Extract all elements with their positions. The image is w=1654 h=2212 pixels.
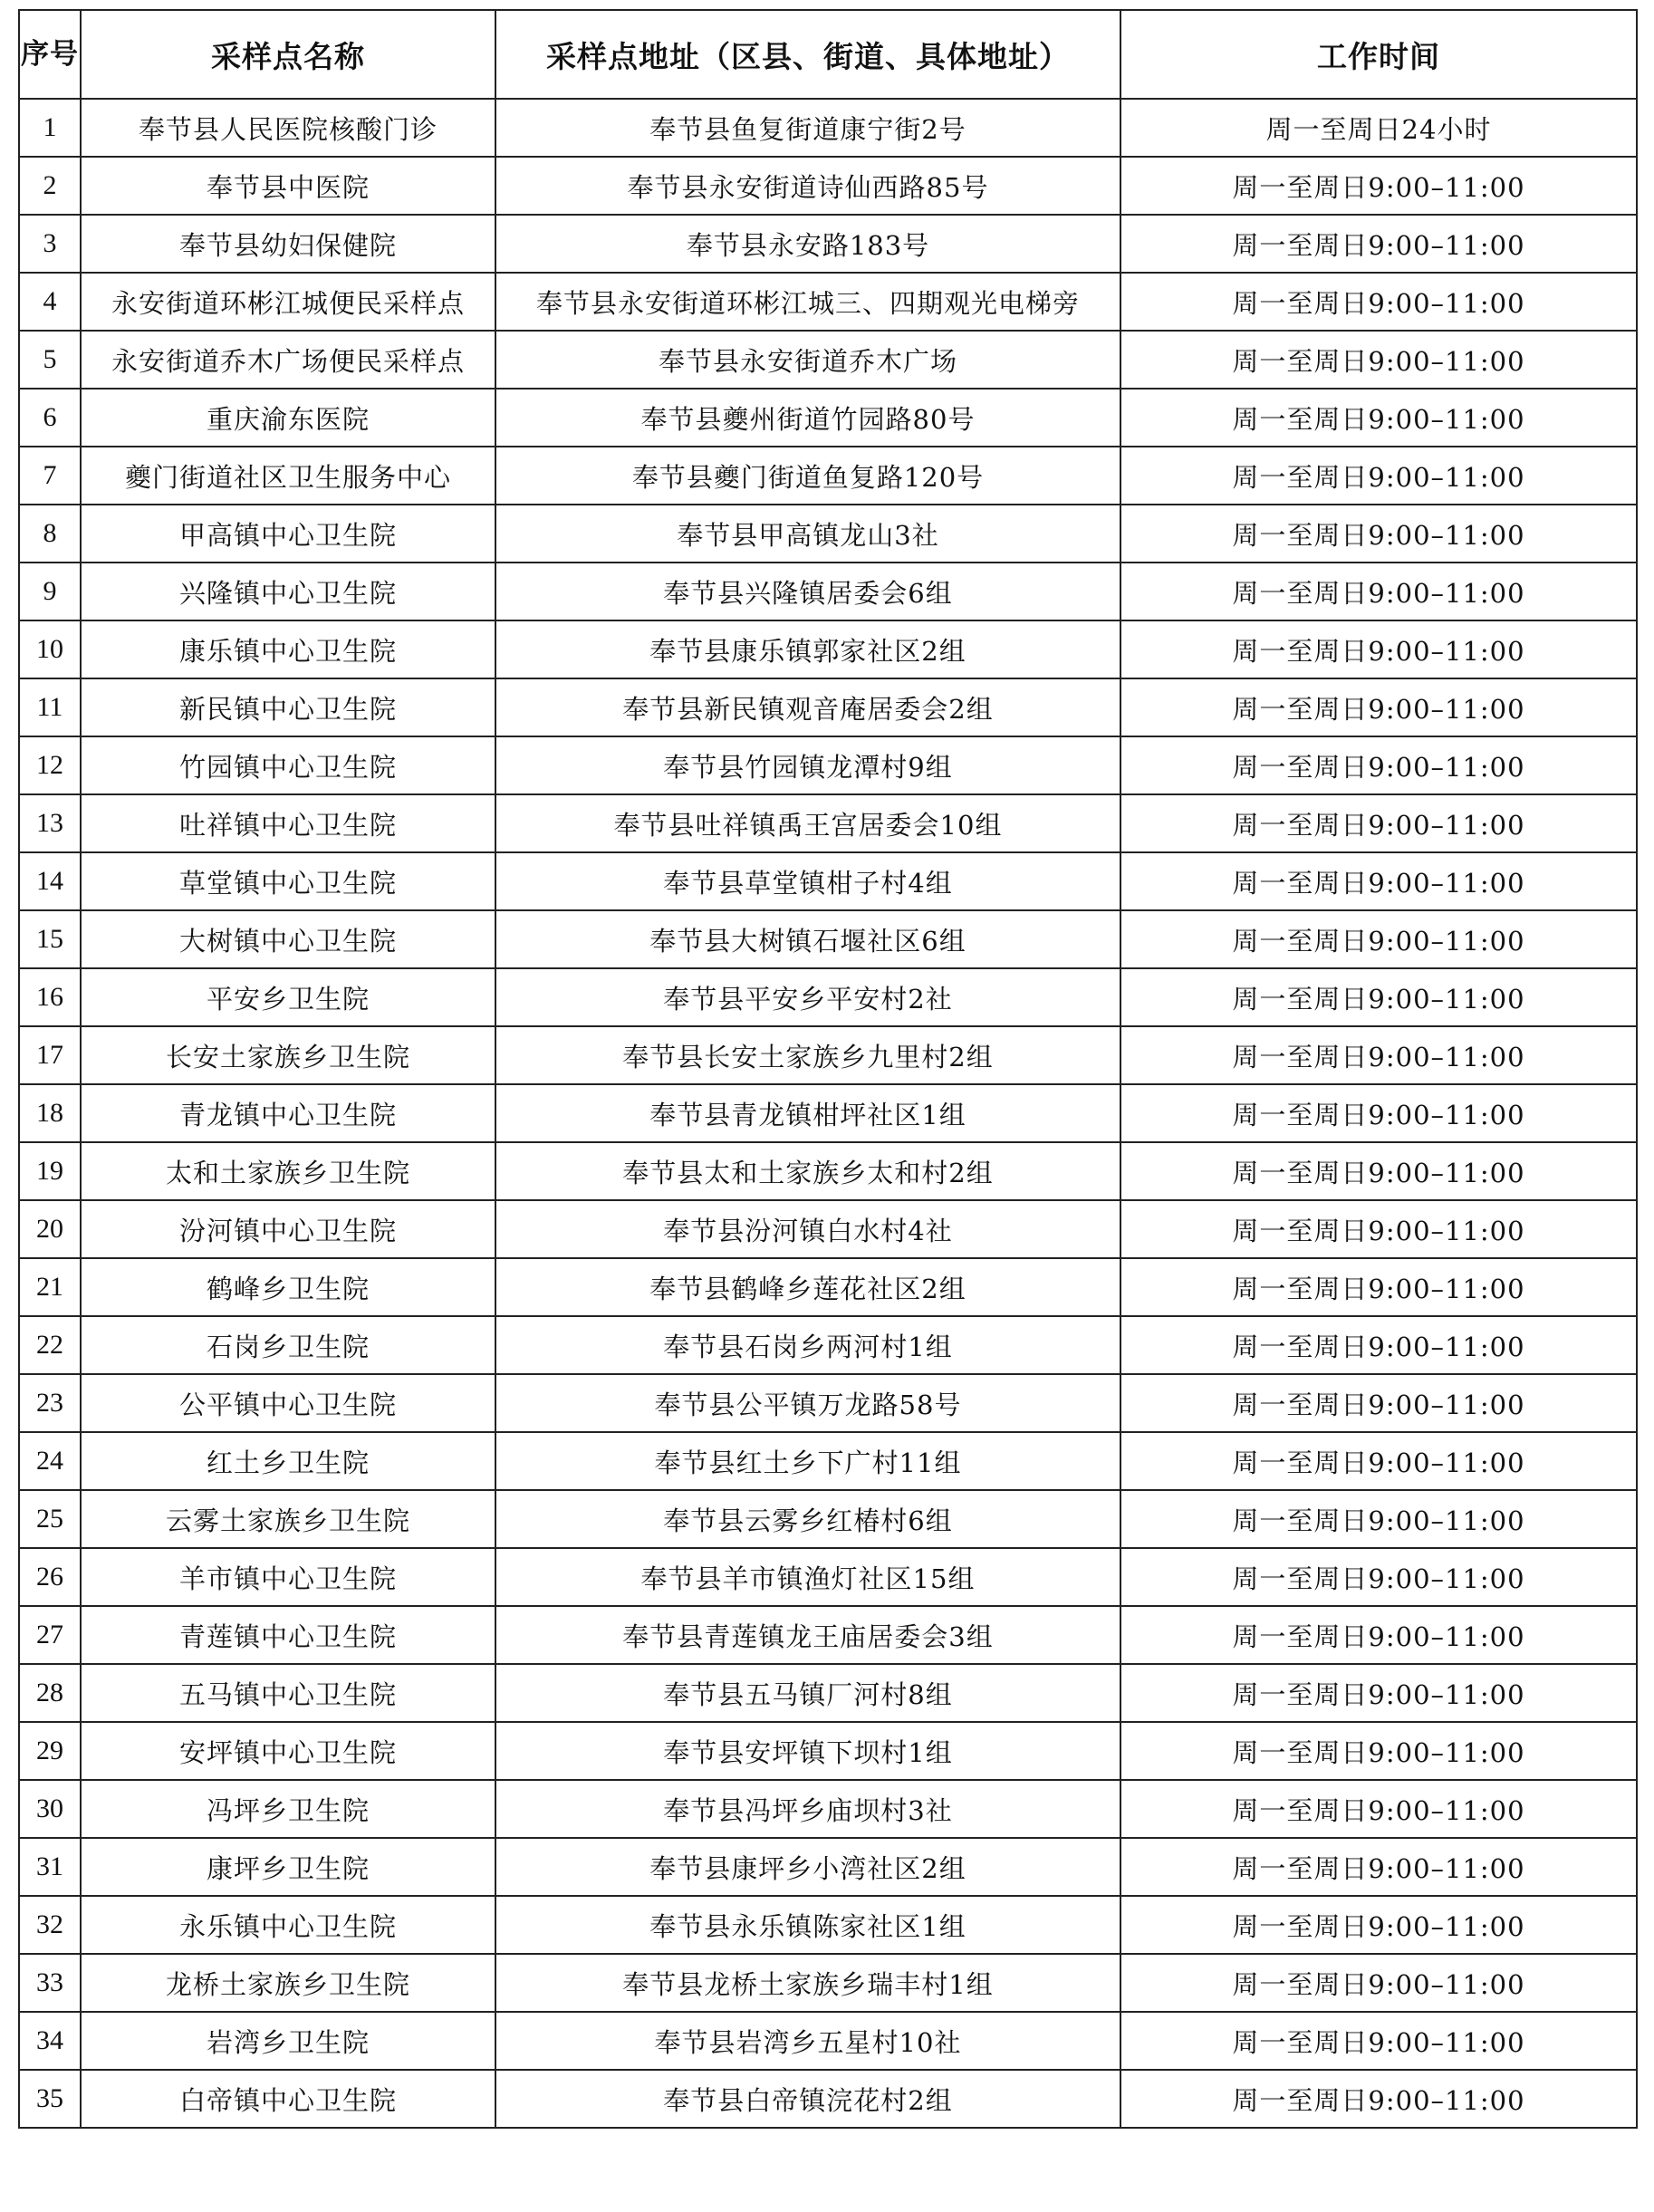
- cell-index: 21: [19, 1258, 81, 1316]
- cell-site-name: 永安街道环彬江城便民采样点: [81, 273, 495, 331]
- cell-site-name: 安坪镇中心卫生院: [81, 1722, 495, 1780]
- table-row: [19, 273, 1637, 331]
- table-row: [19, 620, 1637, 678]
- table-row: [19, 1490, 1637, 1548]
- cell-site-address: 奉节县大树镇石堰社区6组: [495, 910, 1120, 968]
- cell-working-hours: 周一至周日24小时: [1120, 99, 1637, 157]
- cell-site-address: 奉节县羊市镇渔灯社区15组: [495, 1548, 1120, 1606]
- cell-index: 24: [19, 1432, 81, 1490]
- cell-index: 4: [19, 273, 81, 331]
- table-row: [19, 1664, 1637, 1722]
- table-row: [19, 1896, 1637, 1954]
- cell-site-name: 太和土家族乡卫生院: [81, 1142, 495, 1200]
- cell-index: 19: [19, 1142, 81, 1200]
- cell-site-address: 奉节县冯坪乡庙坝村3社: [495, 1780, 1120, 1838]
- cell-site-name: 公平镇中心卫生院: [81, 1374, 495, 1432]
- cell-working-hours: 周一至周日9:00–11:00: [1120, 620, 1637, 678]
- cell-working-hours: 周一至周日9:00–11:00: [1120, 736, 1637, 794]
- cell-site-address: 奉节县鱼复街道康宁街2号: [495, 99, 1120, 157]
- cell-site-address: 奉节县公平镇万龙路58号: [495, 1374, 1120, 1432]
- table-row: [19, 99, 1637, 157]
- table-row: [19, 1374, 1637, 1432]
- cell-site-address: 奉节县夔门街道鱼复路120号: [495, 447, 1120, 505]
- cell-site-address: 奉节县岩湾乡五星村10社: [495, 2012, 1120, 2070]
- table-row: [19, 1838, 1637, 1896]
- cell-index: 22: [19, 1316, 81, 1374]
- cell-working-hours: 周一至周日9:00–11:00: [1120, 910, 1637, 968]
- cell-index: 5: [19, 331, 81, 389]
- cell-site-name: 岩湾乡卫生院: [81, 2012, 495, 2070]
- cell-site-address: 奉节县永安路183号: [495, 215, 1120, 273]
- cell-site-name: 冯坪乡卫生院: [81, 1780, 495, 1838]
- cell-working-hours: 周一至周日9:00–11:00: [1120, 1258, 1637, 1316]
- table-row: [19, 2070, 1637, 2128]
- cell-site-address: 奉节县康乐镇郭家社区2组: [495, 620, 1120, 678]
- cell-site-name: 云雾土家族乡卫生院: [81, 1490, 495, 1548]
- table-row: [19, 1258, 1637, 1316]
- cell-index: 1: [19, 99, 81, 157]
- cell-site-address: 奉节县吐祥镇禹王宫居委会10组: [495, 794, 1120, 852]
- cell-working-hours: 周一至周日9:00–11:00: [1120, 1954, 1637, 2012]
- cell-index: 2: [19, 157, 81, 215]
- table-row: [19, 1606, 1637, 1664]
- cell-site-address: 奉节县石岗乡两河村1组: [495, 1316, 1120, 1374]
- cell-working-hours: 周一至周日9:00–11:00: [1120, 505, 1637, 563]
- cell-index: 14: [19, 852, 81, 910]
- table-row: [19, 794, 1637, 852]
- cell-working-hours: 周一至周日9:00–11:00: [1120, 2070, 1637, 2128]
- cell-site-name: 康乐镇中心卫生院: [81, 620, 495, 678]
- table-row: [19, 1084, 1637, 1142]
- cell-working-hours: 周一至周日9:00–11:00: [1120, 1780, 1637, 1838]
- cell-index: 20: [19, 1200, 81, 1258]
- cell-working-hours: 周一至周日9:00–11:00: [1120, 157, 1637, 215]
- cell-site-address: 奉节县竹园镇龙潭村9组: [495, 736, 1120, 794]
- cell-site-name: 五马镇中心卫生院: [81, 1664, 495, 1722]
- cell-site-name: 永安街道乔木广场便民采样点: [81, 331, 495, 389]
- cell-site-name: 夔门街道社区卫生服务中心: [81, 447, 495, 505]
- cell-index: 35: [19, 2070, 81, 2128]
- cell-working-hours: 周一至周日9:00–11:00: [1120, 273, 1637, 331]
- table-row: [19, 736, 1637, 794]
- cell-working-hours: 周一至周日9:00–11:00: [1120, 1722, 1637, 1780]
- cell-site-address: 奉节县青莲镇龙王庙居委会3组: [495, 1606, 1120, 1664]
- cell-working-hours: 周一至周日9:00–11:00: [1120, 1432, 1637, 1490]
- cell-site-name: 白帝镇中心卫生院: [81, 2070, 495, 2128]
- cell-working-hours: 周一至周日9:00–11:00: [1120, 1606, 1637, 1664]
- cell-working-hours: 周一至周日9:00–11:00: [1120, 1316, 1637, 1374]
- cell-site-address: 奉节县青龙镇柑坪社区1组: [495, 1084, 1120, 1142]
- document-page: [18, 9, 1636, 2129]
- cell-index: 3: [19, 215, 81, 273]
- cell-site-name: 青龙镇中心卫生院: [81, 1084, 495, 1142]
- table-row: [19, 968, 1637, 1026]
- cell-site-address: 奉节县康坪乡小湾社区2组: [495, 1838, 1120, 1896]
- cell-site-name: 鹤峰乡卫生院: [81, 1258, 495, 1316]
- cell-working-hours: 周一至周日9:00–11:00: [1120, 1026, 1637, 1084]
- cell-index: 16: [19, 968, 81, 1026]
- cell-site-name: 重庆渝东医院: [81, 389, 495, 447]
- cell-index: 11: [19, 678, 81, 736]
- cell-site-address: 奉节县永安街道环彬江城三、四期观光电梯旁: [495, 273, 1120, 331]
- cell-site-name: 羊市镇中心卫生院: [81, 1548, 495, 1606]
- table-row: [19, 215, 1637, 273]
- cell-site-name: 红土乡卫生院: [81, 1432, 495, 1490]
- cell-site-name: 石岗乡卫生院: [81, 1316, 495, 1374]
- cell-working-hours: 周一至周日9:00–11:00: [1120, 2012, 1637, 2070]
- cell-working-hours: 周一至周日9:00–11:00: [1120, 389, 1637, 447]
- cell-site-address: 奉节县红土乡下广村11组: [495, 1432, 1120, 1490]
- cell-site-name: 平安乡卫生院: [81, 968, 495, 1026]
- header-site-address: 采样点地址（区县、街道、具体地址）: [495, 10, 1120, 99]
- cell-site-name: 吐祥镇中心卫生院: [81, 794, 495, 852]
- cell-index: 13: [19, 794, 81, 852]
- cell-site-address: 奉节县夔州街道竹园路80号: [495, 389, 1120, 447]
- table-row: [19, 447, 1637, 505]
- header-site-name: 采样点名称: [81, 10, 495, 99]
- cell-working-hours: 周一至周日9:00–11:00: [1120, 447, 1637, 505]
- cell-index: 7: [19, 447, 81, 505]
- cell-working-hours: 周一至周日9:00–11:00: [1120, 1142, 1637, 1200]
- cell-site-address: 奉节县兴隆镇居委会6组: [495, 563, 1120, 620]
- cell-site-address: 奉节县甲高镇龙山3社: [495, 505, 1120, 563]
- cell-site-name: 奉节县人民医院核酸门诊: [81, 99, 495, 157]
- cell-working-hours: 周一至周日9:00–11:00: [1120, 968, 1637, 1026]
- cell-site-address: 奉节县安坪镇下坝村1组: [495, 1722, 1120, 1780]
- cell-site-address: 奉节县云雾乡红椿村6组: [495, 1490, 1120, 1548]
- cell-index: 8: [19, 505, 81, 563]
- cell-index: 29: [19, 1722, 81, 1780]
- cell-working-hours: 周一至周日9:00–11:00: [1120, 1838, 1637, 1896]
- cell-site-name: 竹园镇中心卫生院: [81, 736, 495, 794]
- table-row: [19, 1954, 1637, 2012]
- table-row: [19, 1722, 1637, 1780]
- cell-site-name: 大树镇中心卫生院: [81, 910, 495, 968]
- cell-index: 12: [19, 736, 81, 794]
- cell-index: 28: [19, 1664, 81, 1722]
- cell-site-address: 奉节县平安乡平安村2社: [495, 968, 1120, 1026]
- cell-working-hours: 周一至周日9:00–11:00: [1120, 1664, 1637, 1722]
- cell-working-hours: 周一至周日9:00–11:00: [1120, 215, 1637, 273]
- cell-site-name: 汾河镇中心卫生院: [81, 1200, 495, 1258]
- cell-working-hours: 周一至周日9:00–11:00: [1120, 563, 1637, 620]
- sampling-sites-table: [18, 9, 1638, 2129]
- header-working-hours: 工作时间: [1120, 10, 1637, 99]
- cell-site-name: 兴隆镇中心卫生院: [81, 563, 495, 620]
- cell-working-hours: 周一至周日9:00–11:00: [1120, 1548, 1637, 1606]
- cell-site-address: 奉节县永乐镇陈家社区1组: [495, 1896, 1120, 1954]
- cell-working-hours: 周一至周日9:00–11:00: [1120, 1490, 1637, 1548]
- table-row: [19, 1780, 1637, 1838]
- cell-index: 30: [19, 1780, 81, 1838]
- table-row: [19, 852, 1637, 910]
- table-row: [19, 1548, 1637, 1606]
- cell-index: 23: [19, 1374, 81, 1432]
- cell-working-hours: 周一至周日9:00–11:00: [1120, 1200, 1637, 1258]
- cell-index: 31: [19, 1838, 81, 1896]
- cell-index: 6: [19, 389, 81, 447]
- table-row: [19, 1432, 1637, 1490]
- cell-site-name: 龙桥土家族乡卫生院: [81, 1954, 495, 2012]
- cell-index: 17: [19, 1026, 81, 1084]
- cell-index: 33: [19, 1954, 81, 2012]
- cell-site-name: 长安土家族乡卫生院: [81, 1026, 495, 1084]
- table-body: [19, 99, 1637, 2128]
- cell-working-hours: 周一至周日9:00–11:00: [1120, 331, 1637, 389]
- cell-site-address: 奉节县龙桥土家族乡瑞丰村1组: [495, 1954, 1120, 2012]
- cell-site-address: 奉节县草堂镇柑子村4组: [495, 852, 1120, 910]
- cell-site-name: 永乐镇中心卫生院: [81, 1896, 495, 1954]
- cell-index: 9: [19, 563, 81, 620]
- cell-site-name: 康坪乡卫生院: [81, 1838, 495, 1896]
- cell-working-hours: 周一至周日9:00–11:00: [1120, 852, 1637, 910]
- table-row: [19, 1316, 1637, 1374]
- header-index: 序号: [19, 10, 81, 99]
- cell-index: 18: [19, 1084, 81, 1142]
- cell-site-address: 奉节县永安街道乔木广场: [495, 331, 1120, 389]
- cell-working-hours: 周一至周日9:00–11:00: [1120, 678, 1637, 736]
- cell-working-hours: 周一至周日9:00–11:00: [1120, 1084, 1637, 1142]
- table-row: [19, 910, 1637, 968]
- table-row: [19, 1142, 1637, 1200]
- cell-site-address: 奉节县长安土家族乡九里村2组: [495, 1026, 1120, 1084]
- table-row: [19, 2012, 1637, 2070]
- table-row: [19, 1200, 1637, 1258]
- cell-site-name: 青莲镇中心卫生院: [81, 1606, 495, 1664]
- cell-site-address: 奉节县五马镇厂河村8组: [495, 1664, 1120, 1722]
- cell-site-name: 新民镇中心卫生院: [81, 678, 495, 736]
- table-row: [19, 1026, 1637, 1084]
- cell-index: 25: [19, 1490, 81, 1548]
- cell-working-hours: 周一至周日9:00–11:00: [1120, 1374, 1637, 1432]
- table-row: [19, 389, 1637, 447]
- cell-index: 32: [19, 1896, 81, 1954]
- cell-site-name: 甲高镇中心卫生院: [81, 505, 495, 563]
- cell-site-address: 奉节县鹤峰乡莲花社区2组: [495, 1258, 1120, 1316]
- table-row: [19, 157, 1637, 215]
- cell-index: 34: [19, 2012, 81, 2070]
- cell-site-name: 奉节县幼妇保健院: [81, 215, 495, 273]
- cell-index: 15: [19, 910, 81, 968]
- cell-working-hours: 周一至周日9:00–11:00: [1120, 794, 1637, 852]
- cell-site-address: 奉节县太和土家族乡太和村2组: [495, 1142, 1120, 1200]
- cell-index: 26: [19, 1548, 81, 1606]
- cell-index: 10: [19, 620, 81, 678]
- cell-working-hours: 周一至周日9:00–11:00: [1120, 1896, 1637, 1954]
- cell-site-address: 奉节县新民镇观音庵居委会2组: [495, 678, 1120, 736]
- table-header-row: [19, 10, 1637, 99]
- cell-site-name: 奉节县中医院: [81, 157, 495, 215]
- cell-site-address: 奉节县永安街道诗仙西路85号: [495, 157, 1120, 215]
- cell-site-address: 奉节县白帝镇浣花村2组: [495, 2070, 1120, 2128]
- cell-site-address: 奉节县汾河镇白水村4社: [495, 1200, 1120, 1258]
- cell-site-name: 草堂镇中心卫生院: [81, 852, 495, 910]
- table-row: [19, 563, 1637, 620]
- cell-index: 27: [19, 1606, 81, 1664]
- table-row: [19, 331, 1637, 389]
- table-row: [19, 505, 1637, 563]
- table-row: [19, 678, 1637, 736]
